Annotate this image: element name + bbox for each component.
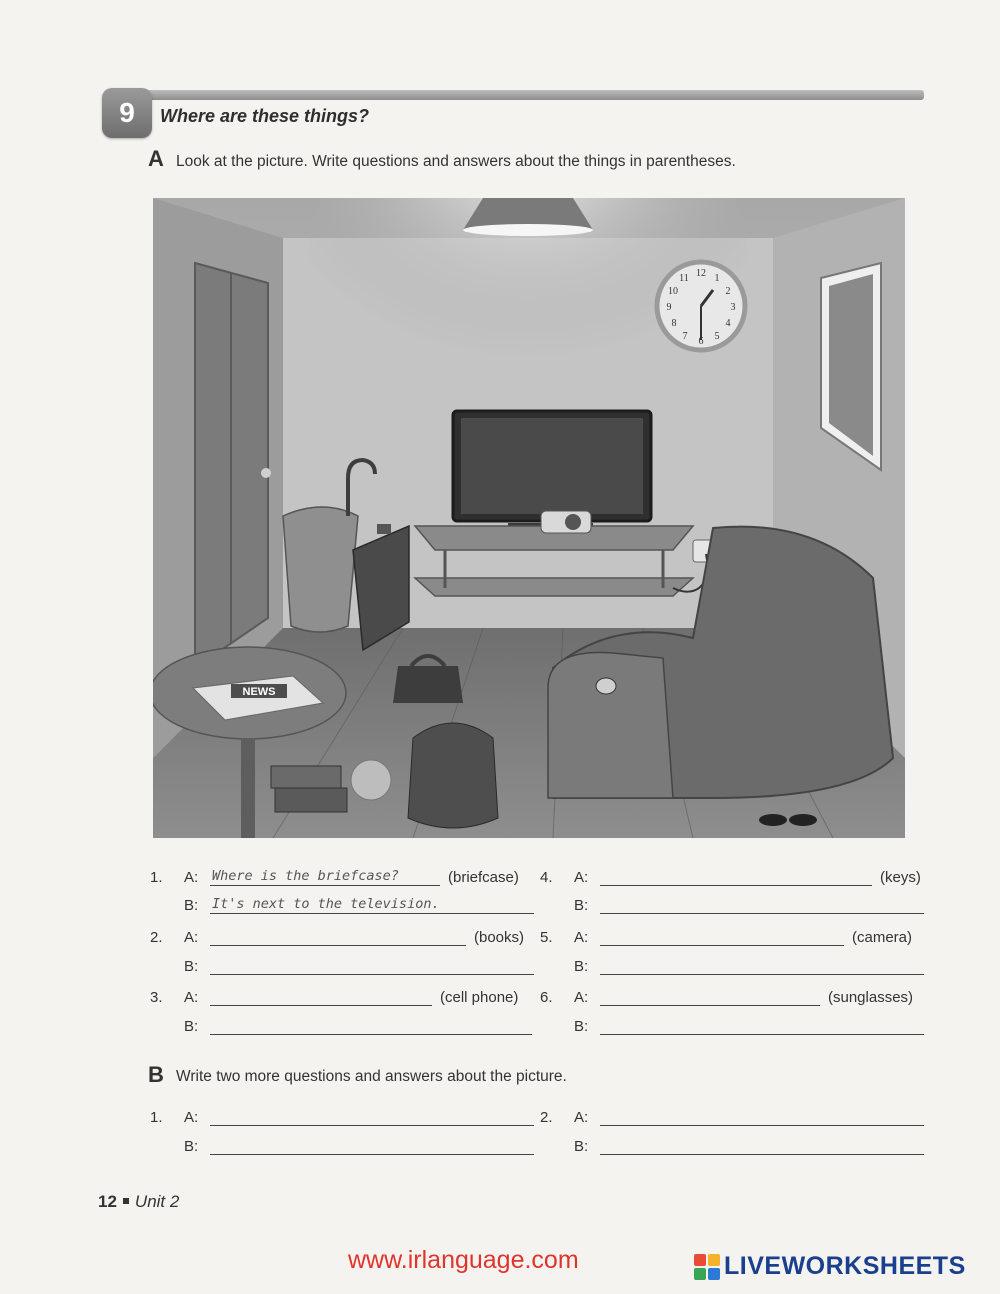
clock-numeral: 1 — [714, 273, 720, 284]
item-4-answer-field[interactable] — [600, 896, 924, 914]
item-6-b-row — [540, 1017, 924, 1035]
newspaper-headline: NEWS — [242, 686, 276, 698]
item-number: 6. — [540, 989, 553, 1006]
website-link[interactable]: www.irlanguage.com — [348, 1246, 579, 1274]
partb-item-1-question-field[interactable] — [210, 1108, 534, 1126]
part-a-letter: A — [148, 146, 164, 171]
speaker-label: B: — [184, 958, 199, 975]
clock-numeral: 9 — [666, 302, 672, 313]
header-rule — [104, 90, 924, 100]
speaker-label: A: — [574, 869, 589, 886]
item-6-answer-field[interactable] — [600, 1017, 924, 1035]
liveworksheets-logo-icon — [694, 1254, 720, 1280]
partb-item-2-answer-field[interactable] — [600, 1137, 924, 1155]
item-4-cue: (keys) — [880, 869, 921, 886]
partb-item-1-a-row — [150, 1108, 534, 1126]
clock-numeral: 7 — [682, 331, 688, 342]
exercise-number-badge: 9 — [102, 88, 152, 138]
speaker-label: A: — [574, 1109, 589, 1126]
part-a-instruction: Look at the picture. Write questions and answers about the things in parentheses. — [176, 153, 736, 170]
brand-name: LIVEWORKSHEETS — [724, 1252, 966, 1280]
item-number: 1. — [150, 1109, 163, 1126]
item-5-b-row — [540, 957, 924, 975]
partb-item-2-question-field[interactable] — [600, 1108, 924, 1126]
speaker-label: B: — [184, 1018, 199, 1035]
item-5-cue: (camera) — [852, 929, 913, 946]
speaker-label: A: — [574, 929, 589, 946]
item-1-a-row — [150, 868, 519, 886]
speaker-label: B: — [574, 1018, 589, 1035]
item-number: 1. — [150, 869, 163, 886]
item-5-answer-field[interactable] — [600, 957, 924, 975]
clock-numeral: 3 — [730, 302, 736, 313]
partb-item-1-answer-field[interactable] — [210, 1137, 534, 1155]
clock-numeral: 6 — [698, 336, 704, 347]
part-b-letter: B — [148, 1062, 164, 1087]
speaker-label: B: — [574, 897, 589, 914]
item-number: 4. — [540, 869, 553, 886]
part-b-instruction: Write two more questions and answers about the picture. — [176, 1068, 567, 1085]
item-1-answer-field[interactable]: It's next to the television. — [210, 896, 534, 914]
speaker-label: A: — [184, 1109, 199, 1126]
item-number: 2. — [150, 929, 163, 946]
brand-logo-group[interactable] — [694, 1252, 966, 1281]
speaker-label: B: — [574, 958, 589, 975]
item-1-question-field[interactable]: Where is the briefcase? — [210, 868, 440, 886]
item-6-a-row — [540, 988, 913, 1006]
speaker-label: A: — [184, 869, 199, 886]
speaker-label: A: — [574, 989, 589, 1006]
speaker-label: B: — [184, 1138, 199, 1155]
item-number: 5. — [540, 929, 553, 946]
unit-label: Unit 2 — [134, 1192, 180, 1211]
partb-item-2-a-row — [540, 1108, 924, 1126]
item-2-answer-field[interactable] — [210, 957, 534, 975]
clock-numeral: 10 — [668, 286, 678, 297]
item-2-b-row — [150, 957, 534, 975]
item-3-answer-field[interactable] — [210, 1017, 532, 1035]
speaker-label: A: — [184, 929, 199, 946]
clock-numeral: 5 — [714, 331, 720, 342]
item-2-cue: (books) — [474, 929, 525, 946]
item-2-a-row — [150, 928, 524, 946]
item-3-cue: (cell phone) — [440, 989, 519, 1006]
item-6-question-field[interactable] — [600, 988, 820, 1006]
clock-numeral: 2 — [725, 286, 731, 297]
item-number: 3. — [150, 989, 163, 1006]
item-3-question-field[interactable] — [210, 988, 432, 1006]
speaker-label: B: — [574, 1138, 589, 1155]
clock-numeral: 11 — [679, 273, 689, 284]
item-1-cue: (briefcase) — [448, 869, 519, 886]
item-5-question-field[interactable] — [600, 928, 844, 946]
item-4-question-field[interactable] — [600, 868, 872, 886]
partb-item-2-b-row — [540, 1137, 924, 1155]
page-footer — [98, 1192, 179, 1212]
item-number: 2. — [540, 1109, 553, 1126]
clock-numeral: 4 — [725, 318, 731, 329]
speaker-label: A: — [184, 989, 199, 1006]
item-3-a-row — [150, 988, 518, 1006]
item-3-b-row — [150, 1017, 532, 1035]
item-4-a-row — [540, 868, 921, 886]
clock-numeral: 12 — [696, 268, 706, 279]
separator-square — [123, 1198, 129, 1204]
partb-item-1-b-row — [150, 1137, 534, 1155]
item-1-b-row — [150, 896, 534, 914]
page-number: 12 — [98, 1192, 117, 1211]
item-6-cue: (sunglasses) — [828, 989, 914, 1006]
room-illustration — [153, 198, 905, 838]
item-5-a-row — [540, 928, 912, 946]
exercise-title: Where are these things? — [160, 106, 370, 126]
speaker-label: B: — [184, 897, 199, 914]
item-2-question-field[interactable] — [210, 928, 466, 946]
item-4-b-row — [540, 896, 924, 914]
clock-numeral: 8 — [671, 318, 677, 329]
